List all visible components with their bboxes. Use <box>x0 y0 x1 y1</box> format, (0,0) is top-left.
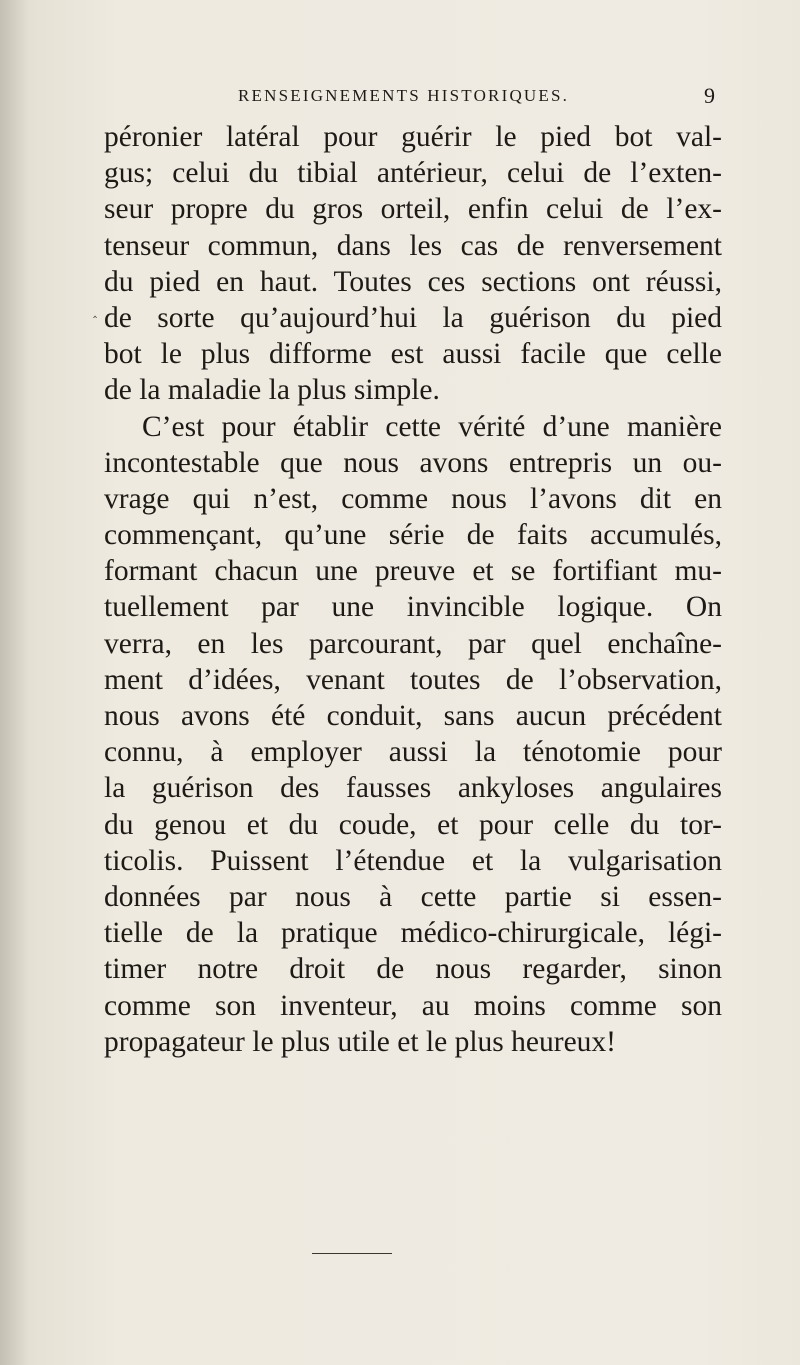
paragraph-start: C’est pour établir cette vérité d’une manière <box>142 410 722 443</box>
text-line: ment d’idées, venant toutes de l’observation, <box>104 663 722 696</box>
text-line: comme son inventeur, au moins comme son <box>104 989 722 1022</box>
text-line: péronier latéral pour guérir le pied bot val- <box>104 121 722 153</box>
text-line: verra, en les parcourant, par quel enchaîne- <box>104 627 722 660</box>
text-line: incontestable que nous avons entrepris un ou- <box>104 446 722 479</box>
text-line: gus; celui du tibial antérieur, celui de l’exten- <box>104 157 722 190</box>
end-rule <box>312 1253 392 1254</box>
ink-speck: ‸ <box>93 304 98 318</box>
text-line: nous avons été conduit, sans aucun précédent <box>104 700 722 732</box>
text-line: seur propre du gros orteil, enfin celui de l’ex- <box>104 193 722 226</box>
text-line: tuellement par une invincible logique. On <box>104 591 722 624</box>
text-line: données par nous à cette partie si essen- <box>104 880 722 913</box>
binding-shadow <box>0 0 28 1365</box>
text-line: propagateur le plus utile et le plus heureux! <box>104 1025 616 1058</box>
text-line: du pied en haut. Toutes ces sections ont réussi, <box>104 265 722 298</box>
page-number: 9 <box>704 83 715 108</box>
running-title: RENSEIGNEMENTS HISTORIQUES. <box>238 86 570 105</box>
text-line: la guérison des fausses ankyloses angulaires <box>104 772 722 805</box>
text-line: de la maladie la plus simple. <box>104 374 440 407</box>
text-line: tenseur commun, dans les cas de renversement <box>104 229 722 262</box>
text-line: vrage qui n’est, comme nous l’avons dit en <box>104 482 722 515</box>
text-line: connu, à employer aussi la ténotomie pour <box>104 736 722 769</box>
running-head <box>0 83 800 116</box>
text-line: timer notre droit de nous regarder, sinon <box>104 953 722 986</box>
text-line: tielle de la pratique médico-chirurgicale, légi- <box>104 917 722 950</box>
text-line: formant chacun une preuve et se fortifiant mu- <box>104 555 722 588</box>
text-line: du genou et du coude, et pour celle du tor- <box>104 808 722 841</box>
body-text <box>104 119 722 1060</box>
text-line: commençant, qu’une série de faits accumulés, <box>104 519 722 552</box>
text-line: bot le plus difforme est aussi facile que celle <box>104 338 722 371</box>
text-line: de sorte qu’aujourd’hui la guérison du pied <box>104 301 722 334</box>
text-line: ticolis. Puissent l’étendue et la vulgarisation <box>104 844 722 877</box>
